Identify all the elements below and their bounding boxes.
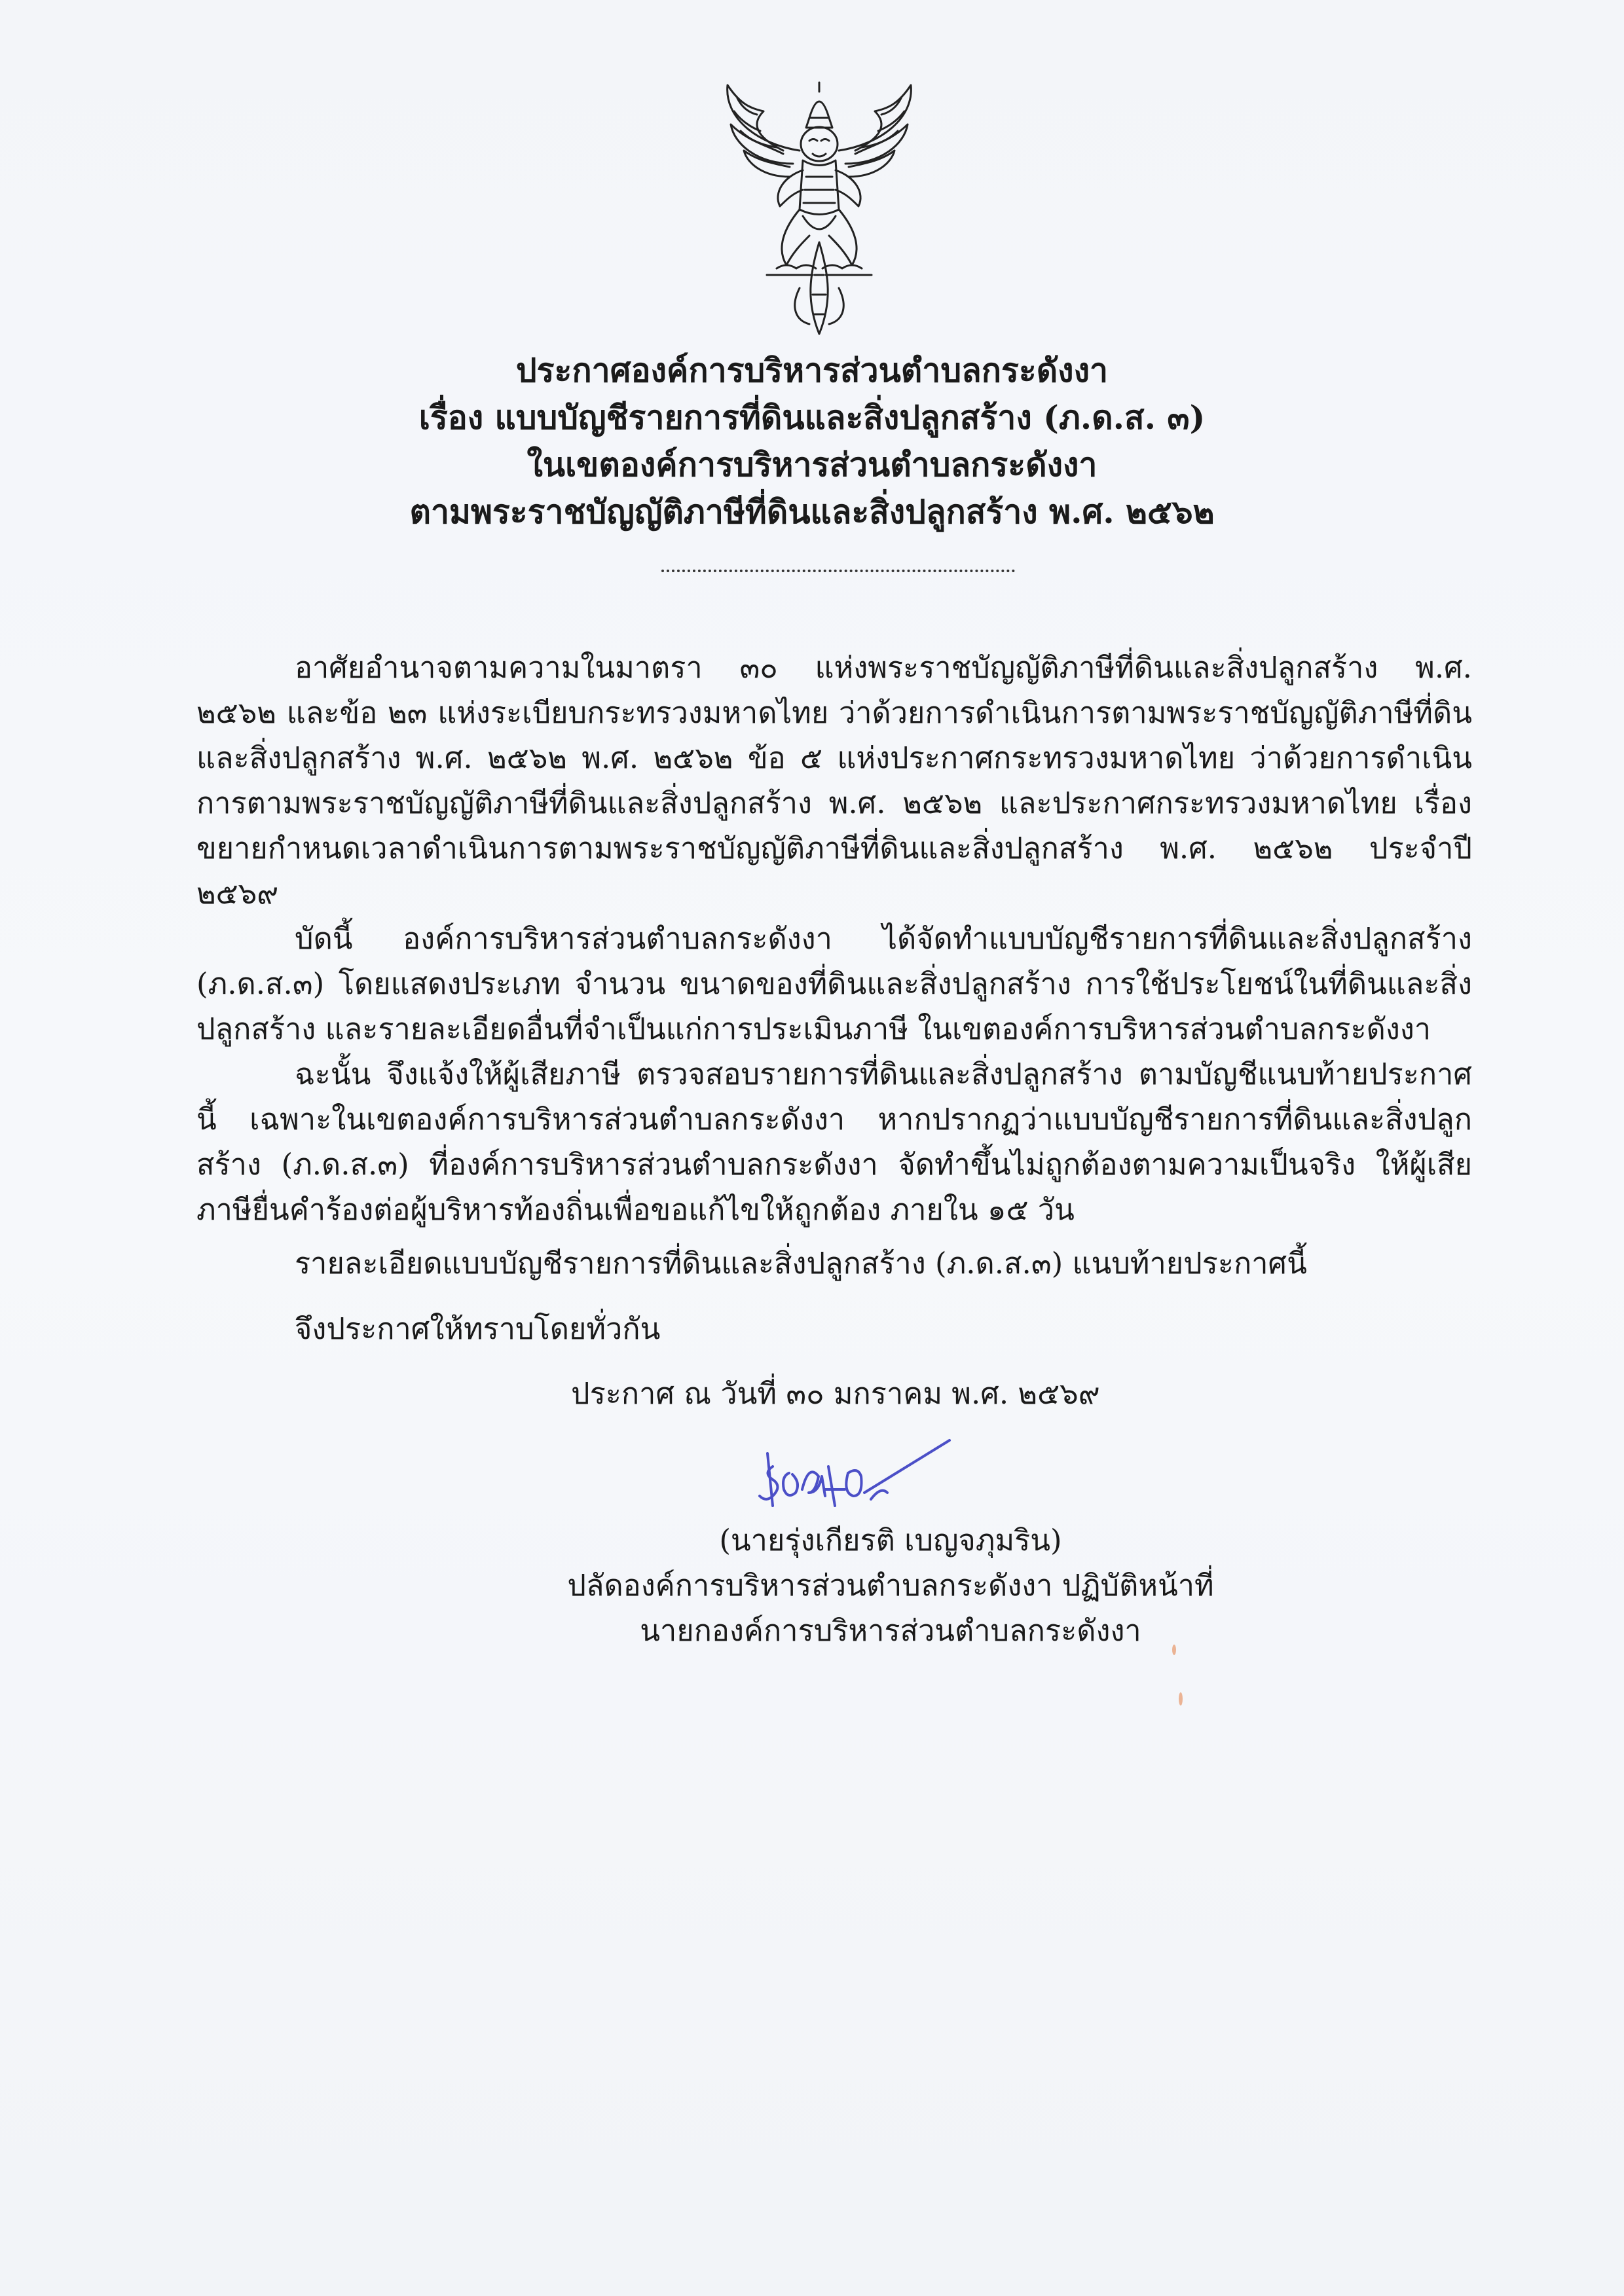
paragraph-authority: อาศัยอำนาจตามความในมาตรา ๓๐ แห่งพระราชบัญญัติภาษีที่ดินและสิ่งปลูกสร้าง พ.ศ. ๒๕๖๒ และข้อ ๒๓ แห่งระเบียบกระทรวงมหาดไทย ว่าด้วยการดำเนินการตามพระราชบัญญัติภาษีที่ดินและสิ่งปลูกสร้าง พ.ศ. ๒๕๖๒ พ.ศ. ๒๕๖๒ ข้อ ๕ แห่งประกาศกระทรวงมหาดไทย ว่าด้วยการดำเนินการตามพระราชบัญญัติภาษีที่ดินและสิ่งปลูกสร้าง พ.ศ. ๒๕๖๒ และประกาศกระทรวงมหาดไทย เรื่อง ขยายกำหนดเวลาดำเนินการตามพระราชบัญญัติภาษีที่ดินและสิ่งปลูกสร้าง พ.ศ. ๒๕๖๒ ประจำปี ๒๕๖๙	[196, 650, 1473, 911]
announcement-date: ประกาศ ณ วันที่ ๓๐ มกราคม พ.ศ. ๒๕๖๙	[571, 1376, 1100, 1411]
title-divider	[661, 570, 1015, 572]
closing-line: จึงประกาศให้ทราบโดยทั่วกัน	[295, 1311, 661, 1346]
paper-mark	[1168, 1637, 1194, 1715]
signatory-position-1: ปลัดองค์การบริหารส่วนตำบลกระดังงา ปฏิบัติหน้าที่	[567, 1568, 1214, 1603]
announcement-title	[196, 347, 1428, 536]
title-line-2: เรื่อง แบบบัญชีรายการที่ดินและสิ่งปลูกสร้าง (ภ.ด.ส. ๓)	[418, 398, 1206, 437]
signatory-name: (นายรุ่งเกียรติ เบญจภุมริน)	[719, 1523, 1062, 1558]
paragraph-preparation: บัดนี้ องค์การบริหารส่วนตำบลกระดังงา ได้จัดทำแบบบัญชีรายการที่ดินและสิ่งปลูกสร้าง (ภ.ด.ส.๓) โดยแสดงประเภท จำนวน ขนาดของที่ดินและสิ่งปลูกสร้าง การใช้ประโยชน์ในที่ดินและสิ่งปลูกสร้าง และรายละเอียดอื่นที่จำเป็นแก่การประเมินภาษี ในเขตองค์การบริหารส่วนตำบลกระดังงา	[196, 921, 1472, 1046]
signatory-block	[458, 1518, 1323, 1653]
announcement-body	[196, 645, 1472, 1232]
signatory-position-2: นายกองค์การบริหารส่วนตำบลกระดังงา	[640, 1613, 1141, 1648]
detail-line: รายละเอียดแบบบัญชีรายการที่ดินและสิ่งปลูกสร้าง (ภ.ด.ส.๓) แนบท้ายประกาศนี้	[295, 1246, 1307, 1281]
title-line-3: ในเขตองค์การบริหารส่วนตำบลกระดังงา	[526, 445, 1098, 484]
garuda-emblem-icon	[711, 79, 927, 340]
paragraph-notification: ฉะนั้น จึงแจ้งให้ผู้เสียภาษี ตรวจสอบรายการที่ดินและสิ่งปลูกสร้าง ตามบัญชีแนบท้ายประกาศนี้ เฉพาะในเขตองค์การบริหารส่วนตำบลกระดังงา หากปรากฏว่าแบบบัญชีรายการที่ดินและสิ่งปลูกสร้าง (ภ.ด.ส.๓) ที่องค์การบริหารส่วนตำบลกระดังงา จัดทำขึ้นไม่ถูกต้องตามความเป็นจริง ให้ผู้เสียภาษียื่นคำร้องต่อผู้บริหารท้องถิ่นเพื่อขอแก้ไขให้ถูกต้อง ภายใน ๑๕ วัน	[196, 1057, 1472, 1227]
title-line-1: ประกาศองค์การบริหารส่วนตำบลกระดังงา	[515, 351, 1109, 390]
title-line-4: ตามพระราชบัญญัติภาษีที่ดินและสิ่งปลูกสร้าง พ.ศ. ๒๕๖๒	[409, 492, 1215, 531]
handwritten-signature	[753, 1427, 963, 1525]
